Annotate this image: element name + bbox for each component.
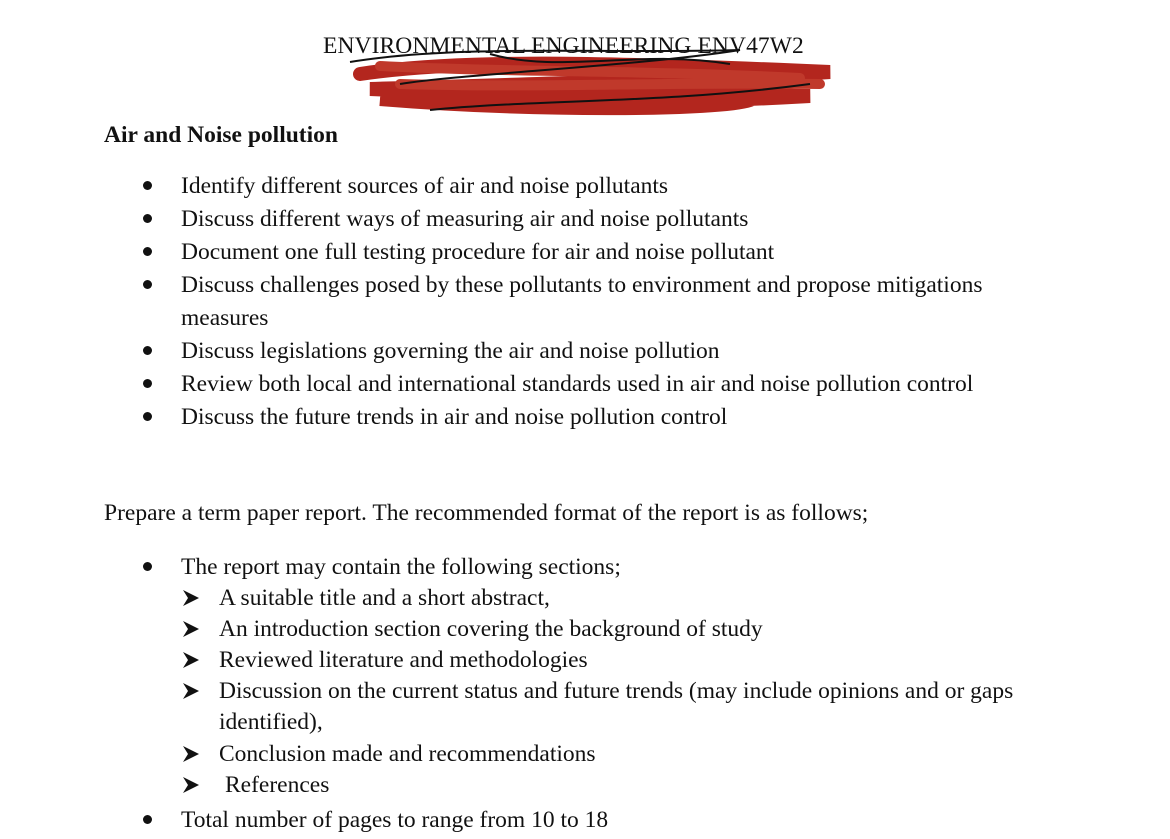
sub-list-item <box>0 614 1170 645</box>
list-item-text: Discuss different ways of measuring air and noise pollutants <box>181 206 749 232</box>
bullet-icon <box>143 379 152 388</box>
sub-list-item <box>0 770 1170 801</box>
list-item-text: Total number of pages to range from 10 to 18 <box>181 807 609 833</box>
list-item <box>0 203 1170 236</box>
format-list <box>0 551 1170 801</box>
sub-list-item <box>0 645 1170 676</box>
list-item <box>0 804 1170 837</box>
list-item <box>0 401 1170 434</box>
list-item-text: The report may contain the following sections; <box>181 554 621 580</box>
objectives-list <box>0 170 1170 434</box>
list-item <box>0 368 1170 401</box>
list-item-text: Identify different sources of air and noise pollutants <box>181 173 669 199</box>
list-item-text: Discuss challenges posed by these pollutants to environment and propose mitigations measures <box>181 272 983 331</box>
sub-list-item-text: Conclusion made and recommendations <box>219 741 596 767</box>
arrow-bullet-icon <box>181 587 201 609</box>
list-item-text: Discuss legislations governing the air and noise pollution <box>181 338 720 364</box>
arrow-bullet-icon <box>181 743 201 765</box>
course-title: ENVIRONMENTAL ENGINEERING ENV47W2 <box>323 33 804 59</box>
sub-list-item-text: Reviewed literature and methodologies <box>219 647 588 673</box>
section-title: Air and Noise pollution <box>104 122 338 148</box>
bullet-icon <box>143 214 152 223</box>
arrow-bullet-icon <box>181 774 201 796</box>
sub-list-item-text: An introduction section covering the background of study <box>219 616 763 642</box>
sub-list-item-text: A suitable title and a short abstract, <box>219 585 550 611</box>
bullet-icon <box>143 280 152 289</box>
bullet-icon <box>143 562 152 571</box>
bullet-icon <box>143 346 152 355</box>
instructions-paragraph: Prepare a term paper report. The recommended format of the report is as follows; <box>104 500 869 526</box>
sub-list-item <box>0 583 1170 614</box>
list-item <box>0 269 1170 335</box>
redaction-scribble <box>340 44 850 124</box>
bullet-icon <box>143 247 152 256</box>
arrow-bullet-icon <box>181 680 201 702</box>
list-item <box>0 236 1170 269</box>
sub-list-item-text: References <box>225 772 330 798</box>
list-item-text: Review both local and international standards used in air and noise pollution control <box>181 371 974 397</box>
bullet-icon <box>143 412 152 421</box>
sub-list-item <box>0 739 1170 770</box>
list-item <box>0 551 1170 583</box>
list-item <box>0 335 1170 368</box>
sub-list-item <box>0 676 1170 739</box>
bullet-icon <box>143 815 152 824</box>
list-item <box>0 170 1170 203</box>
arrow-bullet-icon <box>181 618 201 640</box>
sub-list-item-text: Discussion on the current status and future trends (may include opinions and or gaps identified), <box>219 678 1014 735</box>
bullet-icon <box>143 181 152 190</box>
list-item-text: Discuss the future trends in air and noise pollution control <box>181 404 728 430</box>
list-item-text: Document one full testing procedure for air and noise pollutant <box>181 239 775 265</box>
arrow-bullet-icon <box>181 649 201 671</box>
